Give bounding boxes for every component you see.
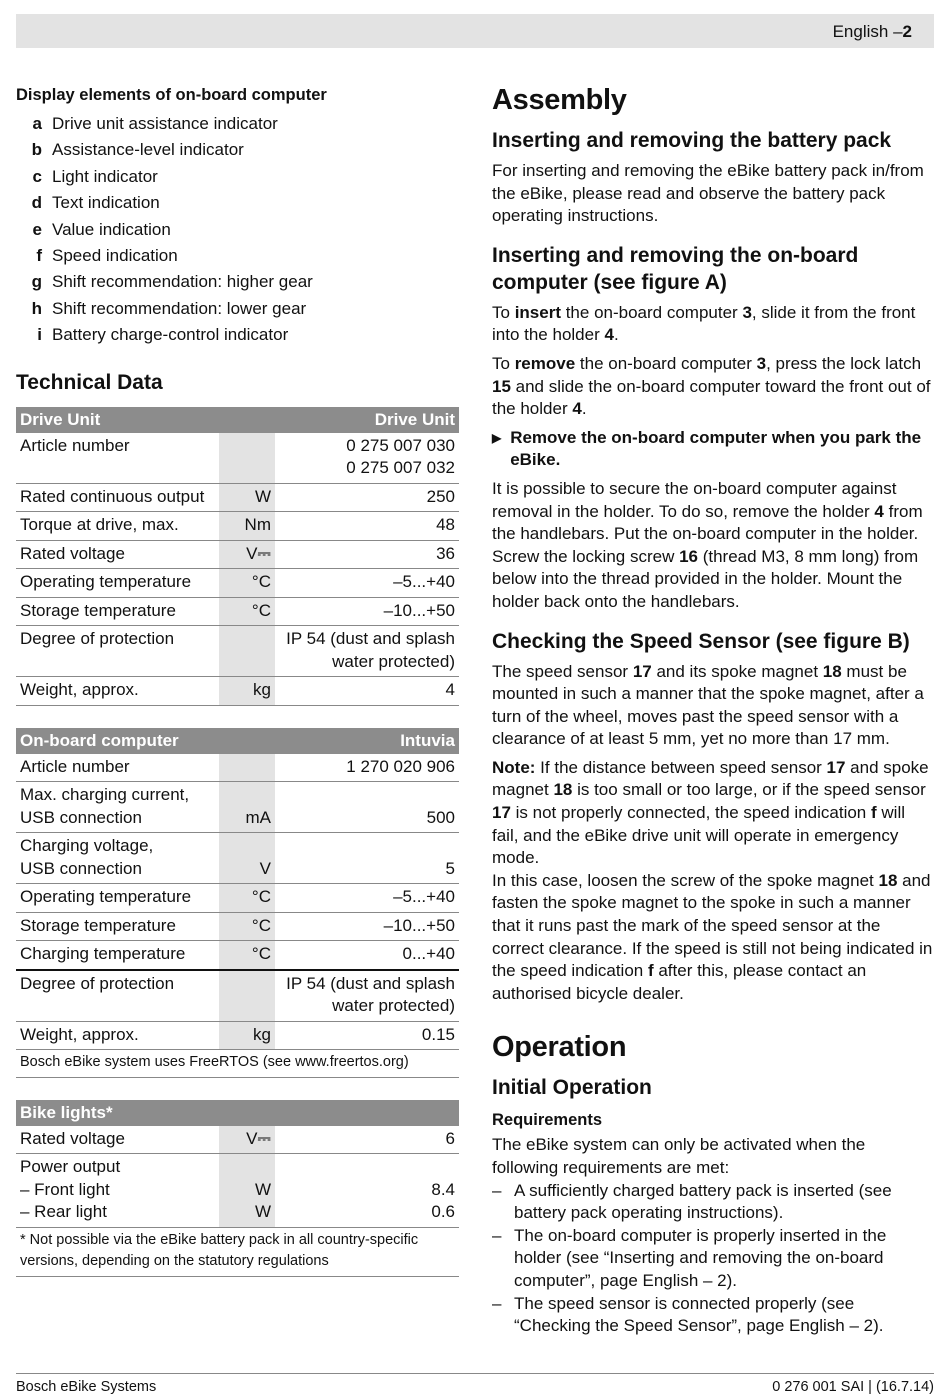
requirements-list <box>492 1180 934 1338</box>
spec-value: 6 <box>275 1126 459 1154</box>
case-text: In this case, loosen the screw of the spoke magnet 18 and fasten the spoke magnet to the spoke in such a manner that it runs past the mark of the speed sensor at the correct clearance. If the speed is still not being indicated in the speed indication f after this, please contact an authorised bicycle dealer. <box>492 870 933 1003</box>
table-note: Bosch eBike system uses FreeRTOS (see www.freertos.org) <box>16 1050 459 1078</box>
table-row <box>16 1126 459 1154</box>
table-row <box>16 970 459 1022</box>
table-row <box>16 941 459 970</box>
spec-unit: °C <box>219 912 275 941</box>
table-row <box>16 833 459 884</box>
table-head-left: Drive Unit <box>16 407 219 433</box>
requirement-text: A sufficiently charged battery pack is inserted (see battery pack operating instructions). <box>514 1180 892 1223</box>
table-row <box>16 483 459 512</box>
item-letter: i <box>37 325 42 345</box>
spec-value: 8.4 0.6 <box>275 1154 459 1228</box>
spec-unit: °C <box>219 597 275 626</box>
table-row <box>16 540 459 569</box>
requirement-item: – The speed sensor is connected properly (see “Checking the Speed Sensor”, page English – 2). <box>492 1293 934 1338</box>
item-text: Speed indication <box>52 246 178 266</box>
spec-label: Torque at drive, max. <box>16 512 219 541</box>
display-element-item <box>16 137 459 163</box>
table-row <box>16 1154 459 1228</box>
table-row <box>16 569 459 598</box>
spec-unit: °C <box>219 941 275 970</box>
display-element-item <box>16 164 459 190</box>
spec-value: 1 270 020 906 <box>275 754 459 782</box>
spec-unit: °C <box>219 569 275 598</box>
display-element-item <box>16 243 459 269</box>
item-text: Light indicator <box>52 166 158 186</box>
battery-title: Inserting and removing the battery pack <box>492 129 892 152</box>
speed-text: The speed sensor 17 and its spoke magnet 18 must be mounted in such a manner that the spoke magnet, after a turn of the wheel, moves past the speed sensor with a clearance of at least 5 mm, yet no more than 17 mm. <box>492 661 924 749</box>
footer-divider <box>16 1373 934 1374</box>
requirement-item: – The on-board computer is properly inserted in the holder (see “Inserting and removing the on-board computer”, page English – 2). <box>492 1225 934 1293</box>
page-number: English –2 <box>832 22 912 41</box>
display-element-item <box>16 269 459 295</box>
item-letter: a <box>32 114 42 133</box>
spec-value: 500 <box>275 782 459 833</box>
table-head-right: Drive Unit <box>275 407 459 433</box>
warning: ▶ Remove the on-board computer when you park the eBike. <box>492 427 934 472</box>
secure-text: It is possible to secure the on-board computer against removal in the holder. To do so, remove the holder 4 from the handlebars. Put the on-board computer in the holder. Screw the locking screw 16 (thread M3, 8 mm long) from below into the thread provided in the holder. Mount the holder back onto the handlebars. <box>492 478 923 611</box>
spec-unit: V⎓ <box>219 540 275 569</box>
right-column <box>492 84 934 1338</box>
computer-title: Inserting and removing the on-board computer (see figure A) <box>492 243 859 294</box>
spec-label: Charging voltage, USB connection <box>16 833 219 884</box>
table-head-right: Intuvia <box>275 728 459 754</box>
requirement-text: The on-board computer is properly inserted in the holder (see “Inserting and removing the on-board computer”, page English – 2). <box>514 1225 887 1290</box>
on-board-computer-table <box>16 728 459 1078</box>
spec-label: Article number <box>16 754 219 782</box>
table-head-left: On-board computer <box>16 728 219 754</box>
requirement-item: – A sufficiently charged battery pack is inserted (see battery pack operating instructions). <box>492 1180 934 1225</box>
item-text: Value indication <box>52 219 171 239</box>
display-element-item <box>16 111 459 137</box>
display-element-item <box>16 322 459 348</box>
spec-value: 0...+40 <box>275 941 459 970</box>
display-element-item <box>16 296 459 322</box>
table-note-row <box>16 1050 459 1078</box>
spec-unit: Nm <box>219 512 275 541</box>
table-row <box>16 512 459 541</box>
item-letter: h <box>31 298 42 318</box>
spec-value: IP 54 (dust and splash water protected) <box>275 626 459 677</box>
technical-data-title: Technical Data <box>16 370 163 394</box>
item-text: Shift recommendation: higher gear <box>52 272 313 292</box>
spec-label: Storage temperature <box>16 912 219 941</box>
spec-value: 0 275 007 030 0 275 007 032 <box>275 433 459 484</box>
spec-unit <box>219 970 275 1022</box>
spec-label: Charging temperature <box>16 941 219 970</box>
display-element-item <box>16 217 459 243</box>
speed-sensor-title: Checking the Speed Sensor (see figure B) <box>492 629 910 653</box>
drive-unit-table <box>16 407 459 706</box>
footer-doc-number: 0 276 001 SAI | (16.7.14) <box>772 1379 934 1395</box>
table-head-left: Bike lights* <box>16 1100 219 1126</box>
note-text: Note: If the distance between speed sensor 17 and spoke magnet 18 is too small or too large, or if the speed sensor 17 is not properly connected, the speed indication f will fail, and the eBike drive unit will operate in emergency mode. <box>492 757 929 868</box>
left-column <box>16 86 459 1299</box>
bike-lights-table <box>16 1100 459 1277</box>
requirements-title: Requirements <box>492 1111 603 1130</box>
page-header <box>16 14 934 48</box>
spec-unit: W W <box>219 1154 275 1228</box>
assembly-title: Assembly <box>492 84 627 116</box>
spec-value: 5 <box>275 833 459 884</box>
item-letter: b <box>31 140 42 160</box>
spec-value: –5...+40 <box>275 569 459 598</box>
spec-unit: V <box>219 833 275 884</box>
triangle-bullet-icon: ▶ <box>492 430 502 445</box>
spec-label: Degree of protection <box>16 626 219 677</box>
spec-label: Article number <box>16 433 219 484</box>
item-letter: e <box>32 219 42 239</box>
spec-value: 0.15 <box>275 1021 459 1050</box>
spec-unit: V⎓ <box>219 1126 275 1154</box>
item-letter: d <box>31 193 42 213</box>
spec-value: 250 <box>275 483 459 512</box>
table-row <box>16 677 459 706</box>
table-note: * Not possible via the eBike battery pack in all country-specific versions, depending on the statutory regulations <box>16 1227 459 1276</box>
table-row <box>16 884 459 913</box>
spec-label: Max. charging current, USB connection <box>16 782 219 833</box>
spec-unit: kg <box>219 1021 275 1050</box>
spec-unit: mA <box>219 782 275 833</box>
spec-value: 48 <box>275 512 459 541</box>
remove-text: To remove the on-board computer 3, press the lock latch 15 and slide the on-board computer toward the front out of the holder 4. <box>492 353 931 419</box>
spec-unit: W <box>219 483 275 512</box>
insert-text: To insert the on-board computer 3, slide it from the front into the holder 4. <box>492 302 916 345</box>
item-text: Shift recommendation: lower gear <box>52 298 307 318</box>
spec-label: Storage temperature <box>16 597 219 626</box>
item-letter: g <box>31 272 42 292</box>
spec-value: –5...+40 <box>275 884 459 913</box>
spec-label: Rated continuous output <box>16 483 219 512</box>
table-row <box>16 912 459 941</box>
table-row <box>16 782 459 833</box>
spec-unit: °C <box>219 884 275 913</box>
spec-value: –10...+50 <box>275 597 459 626</box>
item-text: Drive unit assistance indicator <box>52 114 278 133</box>
item-text: Assistance-level indicator <box>52 140 244 160</box>
battery-text: For inserting and removing the eBike battery pack in/from the eBike, please read and observe the battery pack operating instructions. <box>492 161 924 226</box>
table-row <box>16 626 459 677</box>
table-row <box>16 754 459 782</box>
spec-label: Weight, approx. <box>16 677 219 706</box>
spec-label: Operating temperature <box>16 569 219 598</box>
spec-label: Operating temperature <box>16 884 219 913</box>
item-text: Battery charge-control indicator <box>52 325 289 345</box>
requirements-text: The eBike system can only be activated when the following requirements are met: <box>492 1135 866 1177</box>
spec-value: 36 <box>275 540 459 569</box>
display-elements-list <box>16 111 459 349</box>
table-row <box>16 1021 459 1050</box>
spec-label: Degree of protection <box>16 970 219 1022</box>
display-elements-title: Display elements of on-board computer <box>16 86 327 104</box>
requirement-text: The speed sensor is connected properly (see “Checking the Speed Sensor”, page English – 2). <box>514 1293 884 1336</box>
spec-unit <box>219 626 275 677</box>
spec-label: Weight, approx. <box>16 1021 219 1050</box>
spec-unit <box>219 754 275 782</box>
spec-unit <box>219 433 275 484</box>
table-row <box>16 597 459 626</box>
spec-label: Rated voltage <box>16 540 219 569</box>
spec-label: Power output – Front light – Rear light <box>16 1154 219 1228</box>
spec-unit: kg <box>219 677 275 706</box>
display-element-item <box>16 190 459 216</box>
table-row <box>16 433 459 484</box>
spec-label: Rated voltage <box>16 1126 219 1154</box>
item-text: Text indication <box>52 193 160 213</box>
item-letter: c <box>32 166 42 186</box>
table-note-row <box>16 1227 459 1276</box>
item-letter: f <box>36 246 42 266</box>
operation-title: Operation <box>492 1031 627 1064</box>
spec-value: 4 <box>275 677 459 706</box>
initial-operation-title: Initial Operation <box>492 1076 652 1100</box>
spec-value: IP 54 (dust and splash water protected) <box>275 970 459 1022</box>
spec-value: –10...+50 <box>275 912 459 941</box>
footer-brand: Bosch eBike Systems <box>16 1379 157 1395</box>
